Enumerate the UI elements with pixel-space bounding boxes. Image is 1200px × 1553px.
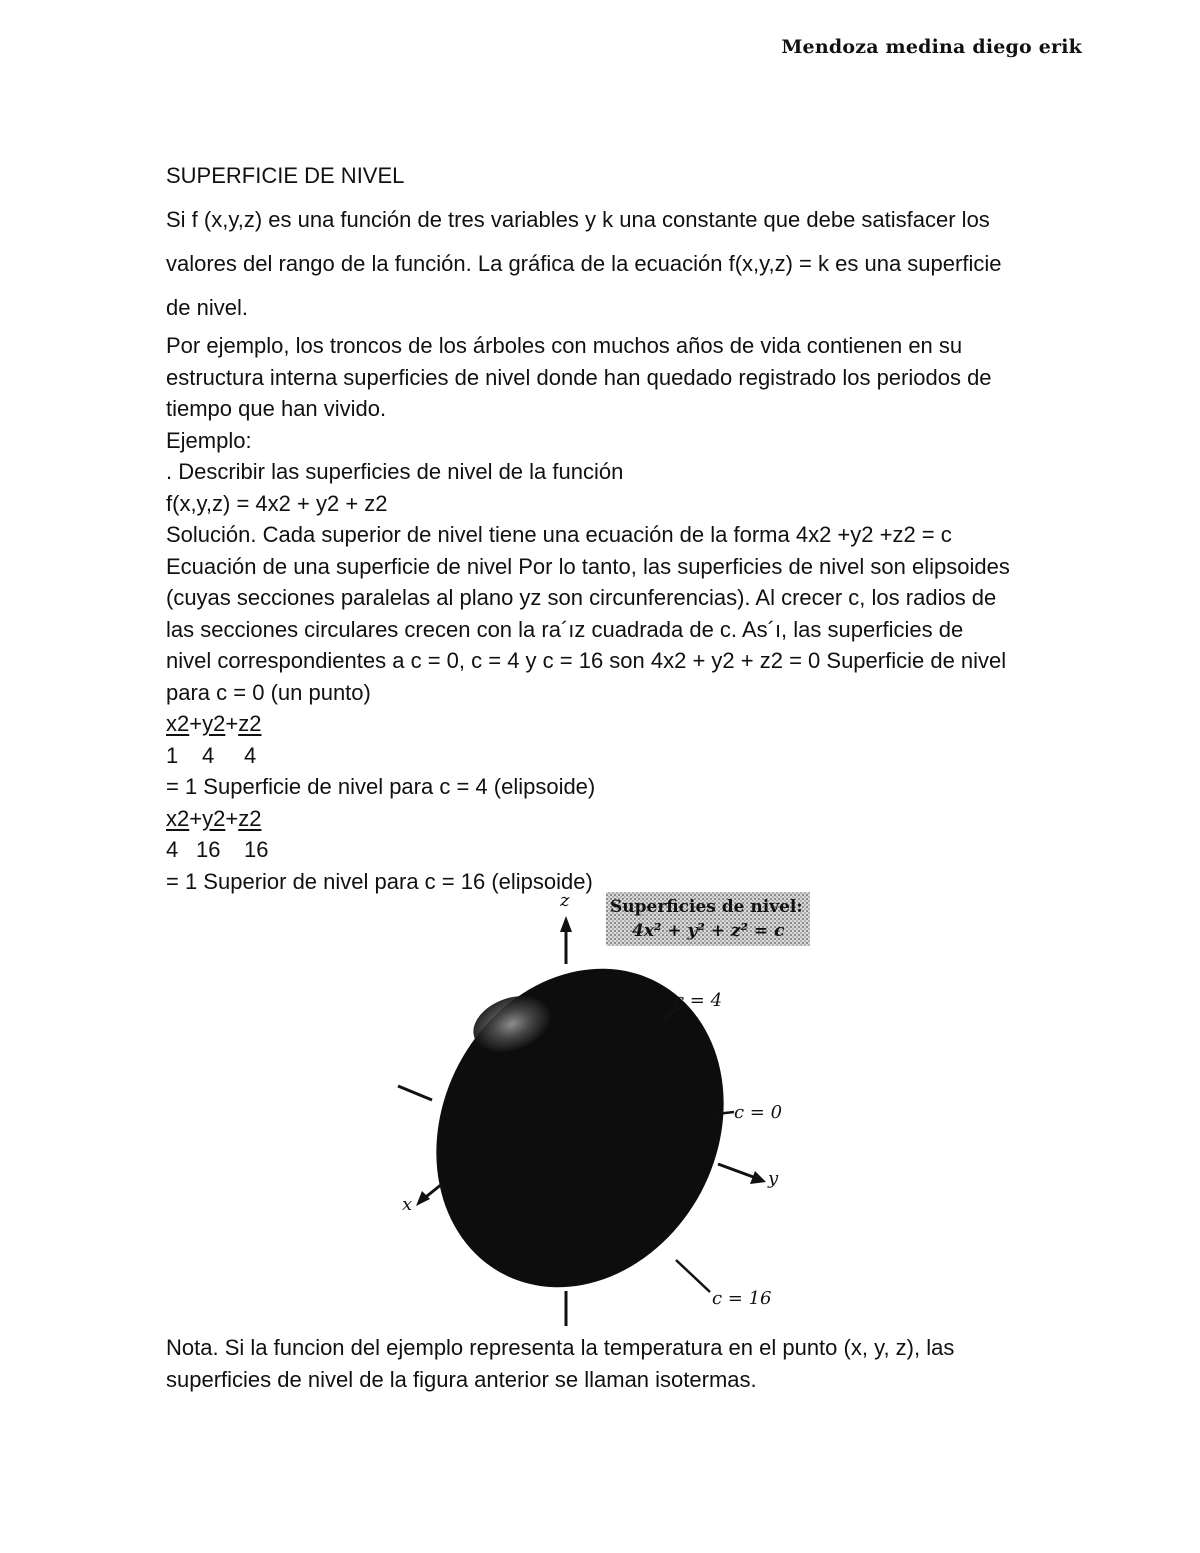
body-line: Ecuación de una superficie de nivel Por lo tanto, las superficies de nivel son elipsoides	[166, 553, 1010, 579]
legend-equation: 4x² + y² + z² = c	[632, 921, 785, 941]
ellipsoid-figure	[370, 886, 820, 1326]
fraction-numerators-1	[166, 708, 1066, 740]
definition-line: Si f (x,y,z) es una función de tres variables y k una constante que debe satisfacer los	[166, 207, 990, 232]
z-axis-arrow-icon	[560, 916, 572, 932]
numerator: y2	[202, 711, 226, 736]
body-line: . Describir las superficies de nivel de la función	[166, 459, 624, 484]
ellipsoid-illustration	[370, 886, 820, 1326]
fraction-result-1: = 1 Superficie de nivel para c = 4 (elipsoide)	[166, 774, 596, 799]
x-axis-arrow-icon	[416, 1191, 430, 1206]
ellipsoid-surface	[382, 918, 779, 1326]
function-definition: f(x,y,z) = 4x2 + y2 + z2	[166, 490, 388, 516]
plus-sign: +	[189, 805, 203, 831]
x-axis-label: x	[402, 1194, 413, 1215]
denominator: 4	[244, 742, 257, 768]
body-line: Solución. Cada superior de nivel tiene una ecuación de la forma 4x2 +y2 +z2 = c	[166, 522, 952, 547]
plus-sign: +	[225, 711, 239, 736]
fraction-result-2: = 1 Superior de nivel para c = 16 (elipsoide)	[166, 868, 593, 894]
body-line: las secciones circulares crecen con la ra´ız cuadrada de c. As´ı, las superficies de	[166, 616, 964, 642]
definition-line: de nivel.	[166, 295, 248, 320]
y-axis-label: y	[768, 1168, 779, 1189]
definition-line: valores del rango de la función. La gráfica de la ecuación f(x,y,z) = k es una superficie	[166, 251, 1002, 276]
note-line: superficies de nivel de la figura anterior se llaman isotermas.	[166, 1367, 757, 1392]
section-title: SUPERFICIE DE NIVEL	[166, 163, 405, 188]
numerator: z2	[238, 711, 262, 736]
c16-pointer	[676, 1260, 710, 1292]
fraction-denominators-1	[166, 740, 1066, 772]
author-name: Mendoza medina diego erik	[781, 36, 1082, 58]
numerator: y2	[202, 805, 226, 831]
fraction-numerators-2	[166, 803, 1066, 835]
label-c4: c = 4	[674, 990, 723, 1011]
denominator: 4	[202, 742, 215, 768]
numerator: x2	[166, 805, 190, 831]
denominator: 16	[244, 837, 269, 862]
body-line: tiempo que han vivido.	[166, 396, 387, 421]
denominator: 16	[196, 837, 221, 862]
body-line: (cuyas secciones paralelas al plano yz son circunferencias). Al crecer c, los radios de	[166, 585, 997, 610]
denominator: 4	[166, 837, 179, 862]
body-line: Por ejemplo, los troncos de los árboles con muchos años de vida contienen en su	[166, 333, 963, 358]
numerator: x2	[166, 711, 190, 736]
numerator: z2	[238, 805, 262, 831]
z-axis-label: z	[560, 890, 570, 911]
fraction-denominators-2	[166, 834, 1066, 866]
legend-title: Superficies de nivel:	[610, 897, 803, 917]
body-line: para c = 0 (un punto)	[166, 679, 371, 705]
note-paragraph	[166, 1332, 1066, 1396]
body-line: nivel correspondientes a c = 0, c = 4 y c = 16 son 4x2 + y2 + z2 = 0 Superficie de nivel	[166, 648, 1007, 673]
plus-sign: +	[189, 711, 203, 736]
y-axis	[718, 1164, 756, 1178]
label-c16: c = 16	[712, 1288, 772, 1309]
label-c0: c = 0	[734, 1102, 783, 1123]
plus-sign: +	[225, 805, 239, 831]
document-body	[166, 154, 1066, 897]
x-axis-back	[398, 1086, 432, 1100]
note-line: Nota. Si la funcion del ejemplo representa la temperatura en el punto (x, y, z), las	[166, 1335, 955, 1360]
body-line: Ejemplo:	[166, 427, 252, 453]
body-line: estructura interna superficies de nivel donde han quedado registrado los periodos de	[166, 364, 992, 390]
denominator: 1	[166, 742, 179, 768]
